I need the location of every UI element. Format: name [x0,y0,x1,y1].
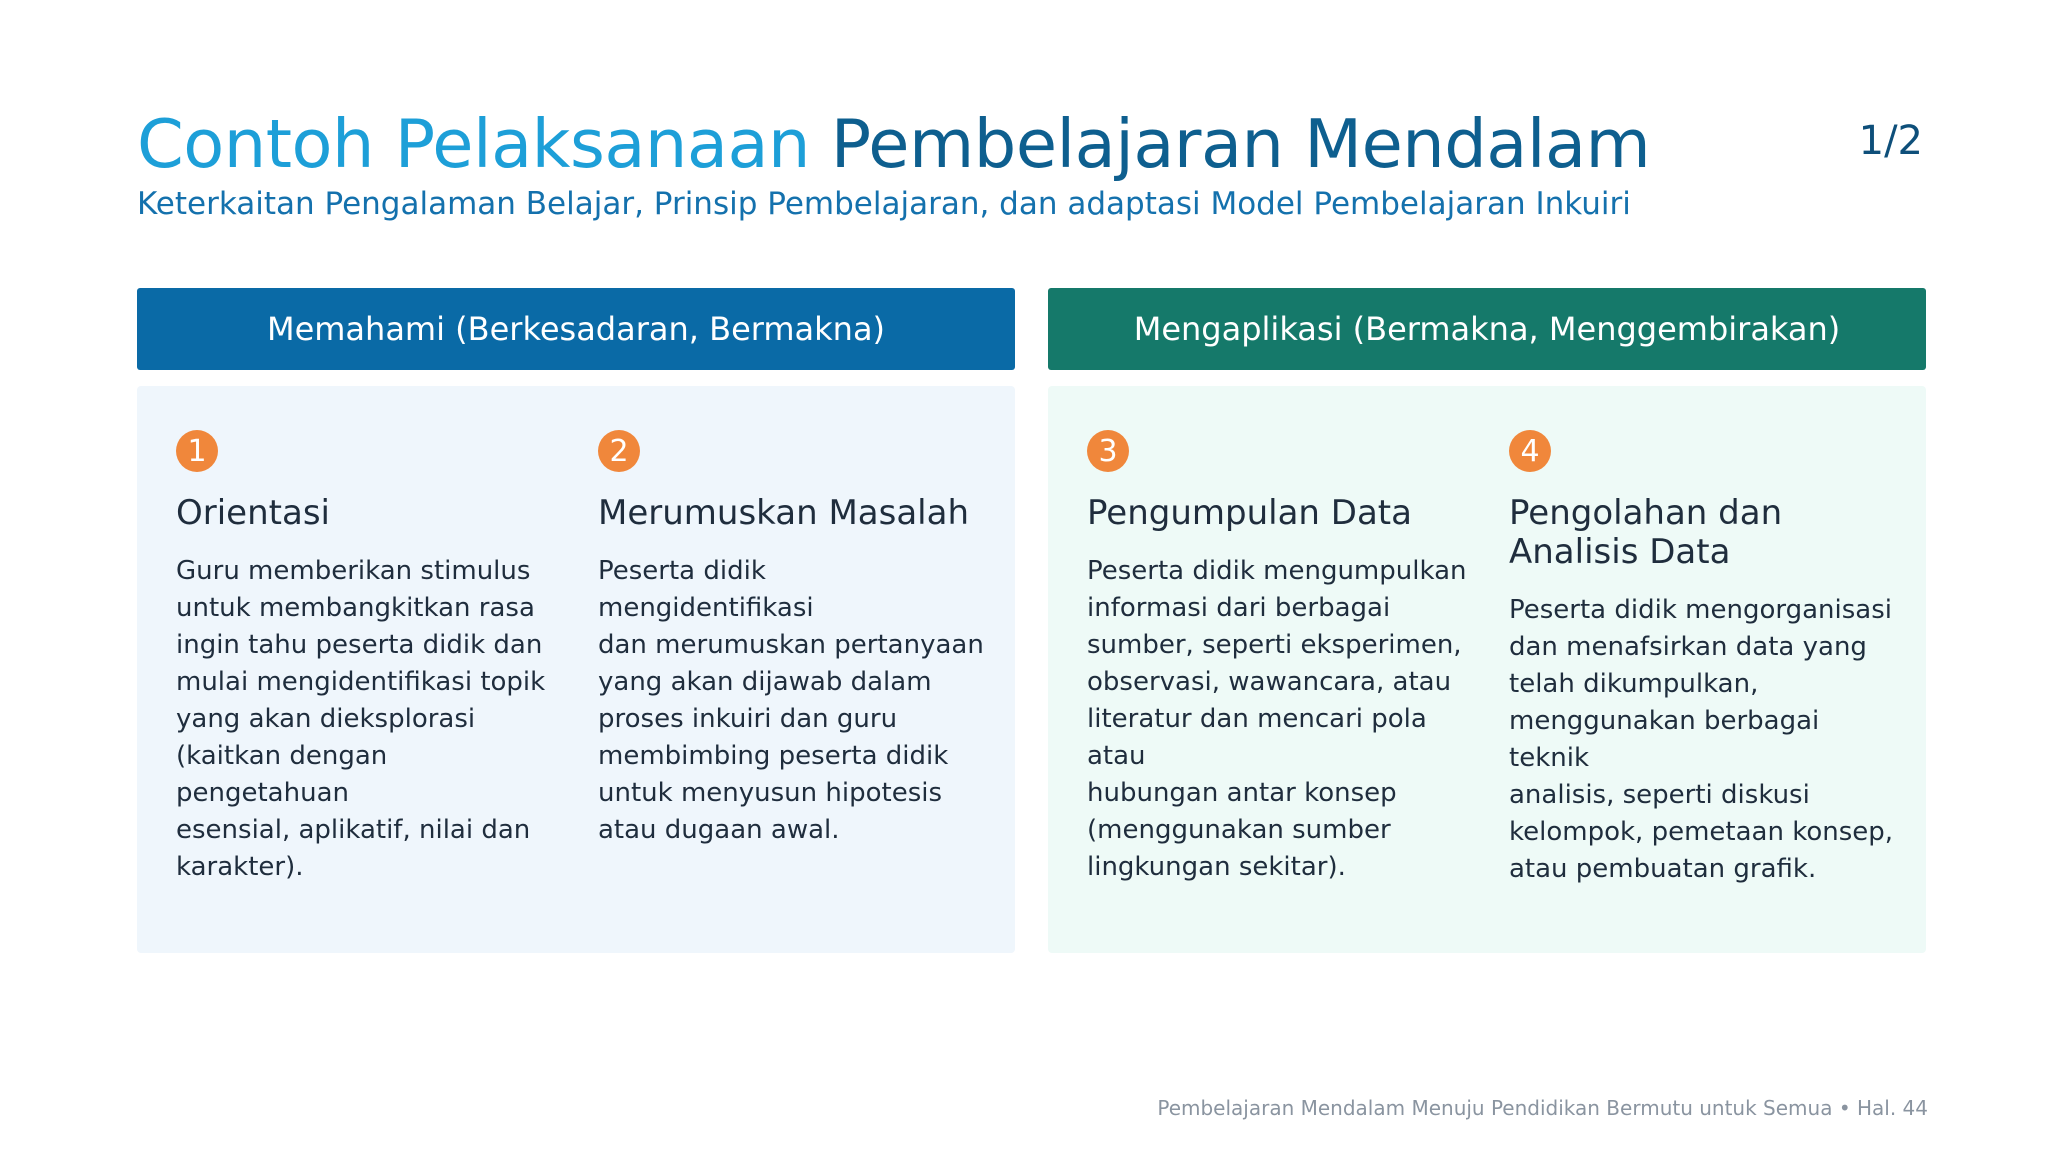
step-title: Pengolahan dan Analisis Data [1509,493,1783,572]
step-title: Pengumpulan Data [1087,493,1412,533]
step-description: Peserta didik mengidentifikasi dan merumuskan pertanyaan yang akan dijawab dalam proses inkuiri dan guru membimbing peserta didik untuk menyusun hipotesis atau dugaan awal. [598,556,984,845]
step-number-badge: 4 [1509,430,1551,472]
step-description: Guru memberikan stimulus untuk membangkitkan rasa ingin tahu peserta didik dan mulai mengidentifikasi topik yang akan dieksplorasi (kaitkan dengan pengetahuan esensial, aplikatif, nilai dan karakter). [176,556,546,882]
page-title [137,103,1650,185]
page-title-part2: Pembelajaran Mendalam [830,105,1651,183]
section-header-mengaplikasi: Mengaplikasi (Bermakna, Menggembirakan) [1048,288,1926,370]
step-card-3 [1087,430,1477,886]
step-description: Peserta didik mengorganisasi dan menafsirkan data yang telah dikumpulkan, menggunakan berbagai teknik analisis, seperti diskusi kelompok, pemetaan konsep, atau pembuatan grafik. [1509,595,1894,884]
step-title: Orientasi [176,493,330,533]
step-card-1 [176,430,566,886]
step-description: Peserta didik mengumpulkan informasi dari berbagai sumber, seperti eksperimen, observasi, wawancara, atau literatur dan mencari pola atau hubungan antar konsep (menggunakan sumber lingkungan sekitar). [1087,556,1467,882]
page-indicator: 1/2 [1858,118,1923,164]
page-title-part1: Contoh Pelaksanaan [137,105,810,183]
section-header-memahami: Memahami (Berkesadaran, Bermakna) [137,288,1015,370]
step-card-2 [598,430,988,849]
step-number-badge: 1 [176,430,218,472]
footer-text: Pembelajaran Mendalam Menuju Pendidikan Bermutu untuk Semua • Hal. 44 [1157,1096,1928,1120]
page-subtitle: Keterkaitan Pengalaman Belajar, Prinsip Pembelajaran, dan adaptasi Model Pembelajaran Inkuiri [137,186,1631,222]
step-number-badge: 3 [1087,430,1129,472]
step-card-4 [1509,430,1899,888]
step-title: Merumuskan Masalah [598,493,969,533]
step-number-badge: 2 [598,430,640,472]
